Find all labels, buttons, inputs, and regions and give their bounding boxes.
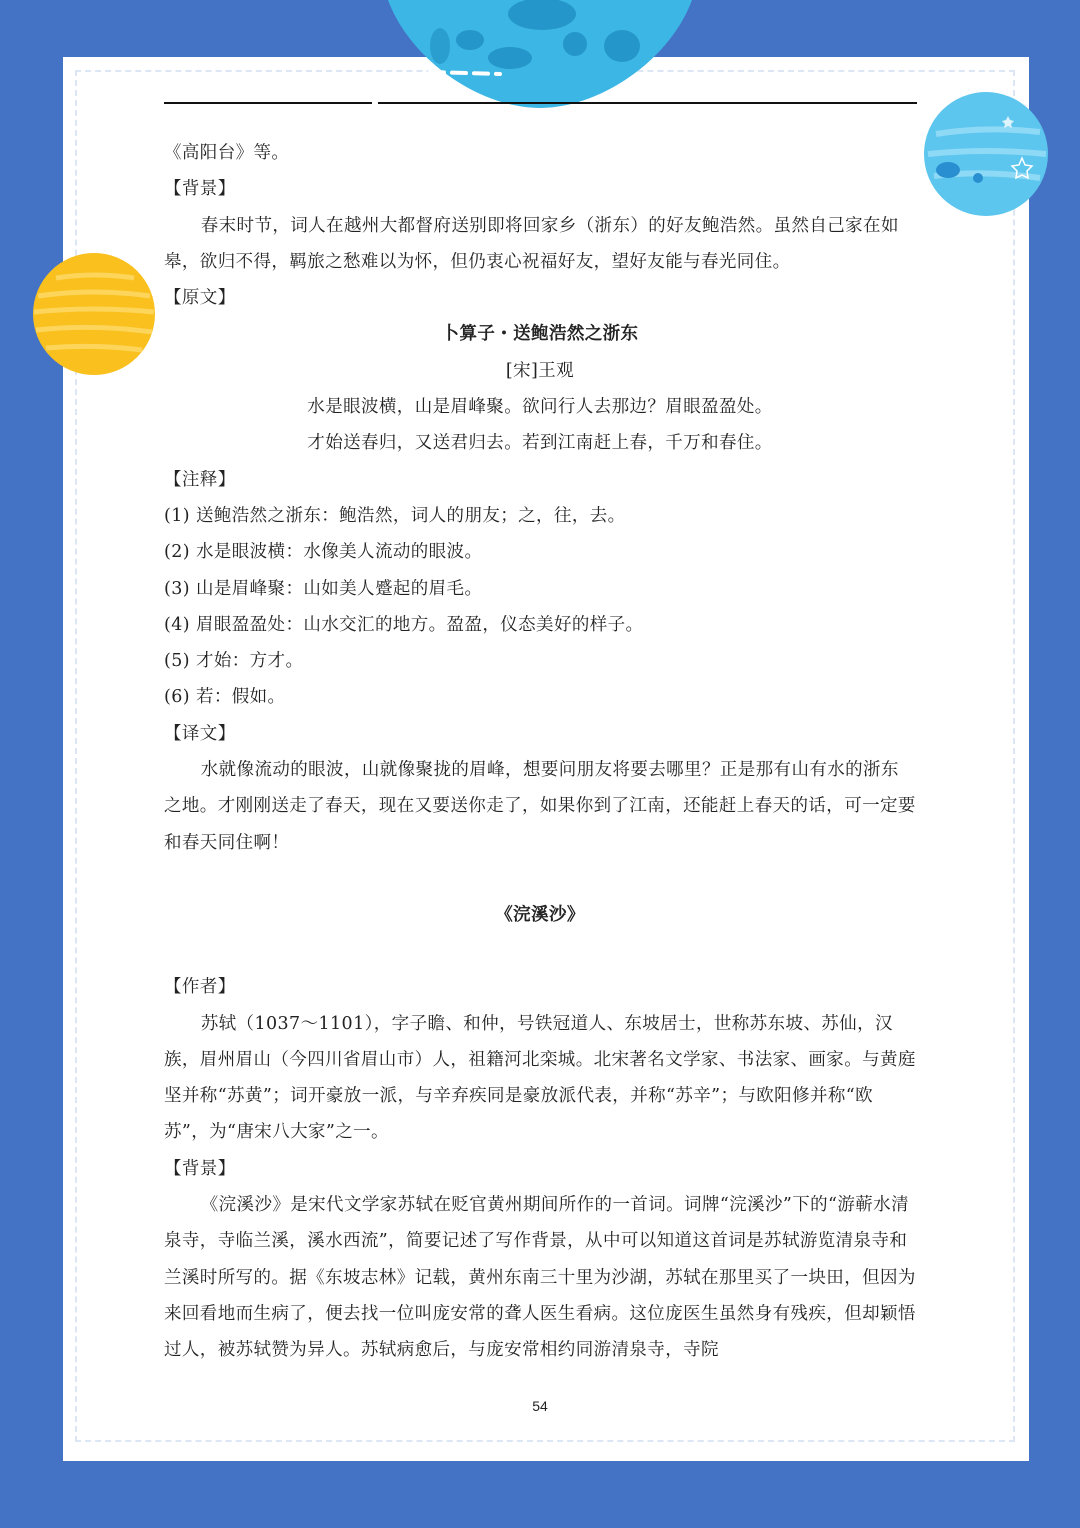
author-tail: 《高阳台》等。 — [164, 143, 290, 163]
poem-line: 水是眼波横，山是眉峰聚。欲问行人去那边？眉眼盈盈处。 — [307, 397, 773, 418]
header-rule-left — [164, 102, 372, 104]
section-huanxisha — [164, 897, 916, 1369]
original-heading: 【原文】 — [164, 288, 236, 309]
note-item: (5) 才始：方才。 — [164, 651, 304, 672]
poem-author: [宋]王观 — [505, 360, 575, 381]
background-text: 《浣溪沙》是宋代文学家苏轼在贬官黄州期间所作的一首词。词牌“浣溪沙”下的“游蕲水清泉寺，寺临兰溪，溪水西流”，简要记述了写作背景，从中可以知道这首词是苏轼游览清泉寺和兰溪时所写的。据《东坡志林》记载，黄州东南三十里为沙湖，苏轼在那里买了一块田，但因为来回看地而生病了，便去找一位叫庞安常的聋人医生看病。这位庞医生虽然身有残疾，但却颖悟过人，被苏轼赞为异人。苏轼病愈后，与庞安常相约同游清泉寺，寺院 — [164, 1195, 916, 1361]
planet-right-icon — [922, 88, 1052, 218]
note-item: (3) 山是眉峰聚：山如美人蹙起的眉毛。 — [164, 578, 483, 599]
note-item: (6) 若：假如。 — [164, 687, 286, 708]
section-title: 《浣溪沙》 — [495, 905, 585, 925]
page-number: 54 — [532, 1398, 548, 1414]
translation-text: 水就像流动的眼波，山就像聚拢的眉峰，想要问朋友将要去哪里？正是那有山有水的浙东之地。才刚刚送走了春天，现在又要送你走了，如果你到了江南，还能赶上春天的话，可一定要和春天同住啊！ — [164, 760, 916, 853]
background-text: 春末时节，词人在越州大都督府送别即将回家乡（浙东）的好友鲍浩然。虽然自己家在如皋，欲归不得，羁旅之愁难以为怀，但仍衷心祝福好友，望好友能与春光同住。 — [164, 215, 899, 272]
author-heading: 【作者】 — [164, 977, 236, 998]
note-item: (4) 眉眼盈盈处：山水交汇的地方。盈盈，仪态美好的样子。 — [164, 614, 644, 635]
planet-top-icon — [370, 0, 710, 112]
header-rule-right — [378, 102, 917, 104]
note-item: (2) 水是眼波横：水像美人流动的眼波。 — [164, 542, 483, 563]
section-buqiezi — [164, 135, 916, 861]
poem-title: 卜算子・送鲍浩然之浙东 — [441, 324, 639, 345]
notes-heading: 【注释】 — [164, 469, 236, 490]
note-item: (1) 送鲍浩然之浙东：鲍浩然，词人的朋友；之，往，去。 — [164, 505, 626, 526]
background-heading: 【背景】 — [164, 179, 236, 200]
poem-line: 才始送春归，又送君归去。若到江南赶上春，千万和春住。 — [307, 433, 773, 454]
planet-left-icon — [30, 250, 160, 380]
translation-heading: 【译文】 — [164, 723, 236, 744]
background-heading: 【背景】 — [164, 1158, 236, 1179]
author-text: 苏轼（1037～1101），字子瞻、和仲，号铁冠道人、东坡居士，世称苏东坡、苏仙，汉族，眉州眉山（今四川省眉山市）人，祖籍河北栾城。北宋著名文学家、书法家、画家。与黄庭坚并称“苏黄”；词开豪放一派，与辛弃疾同是豪放派代表，并称“苏辛”；与欧阳修并称“欧苏”，为“唐宋八大家”之一。 — [164, 1013, 916, 1143]
